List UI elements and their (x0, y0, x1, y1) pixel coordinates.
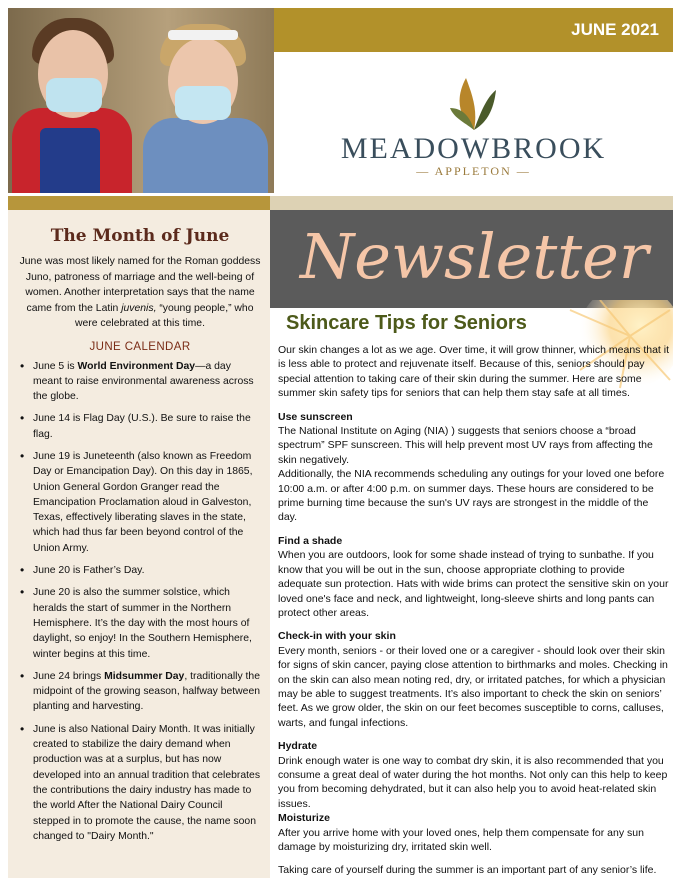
section-paragraph: After you arrive home with your loved ones, help them compensate for any sun damage by moisturizing dry, irritated skin well. (278, 826, 644, 853)
article (278, 312, 670, 878)
section-heading: Find a shade (278, 534, 343, 547)
newsletter-banner (270, 210, 673, 308)
brand-location: — APPLETON — (416, 164, 531, 178)
section-heading: Moisturize (278, 812, 330, 825)
section-heading: Hydrate (278, 740, 318, 753)
article-intro: Our skin changes a lot as we age. Over time, it will grow thinner, which means that it is less able to protect and rejuvenate itself. Because of this, seniors should pay special attention to taking care of their skin during the summer. Here are some summer skin safety tips for seniors that can help them stay safe at all times. (278, 344, 670, 400)
newsletter-title: Newsletter (300, 220, 649, 293)
sidebar (8, 210, 270, 878)
section-paragraph: The National Institute on Aging (NIA) ) suggests that seniors choose a “broad spectrum” SPF sunscreen. This will help prevent most UV rays from affecting the skin negatively. (278, 425, 653, 466)
section-paragraph: Every month, seniors - or their loved one or a caregiver - should look over their skin for signs of skin cancer, paying close attention to birthmarks and moles. Checking in on the skin can also mean noting red, dry, or irritated patches, for which a physician may be able to suggest treatments. It’s also important to check the skin on seniors’ feet. As we grow older, the skin on our feet becomes susceptible to corns, calluses, warts, and fungal infections. (278, 644, 668, 729)
logo (274, 52, 673, 193)
calendar-item: • June 5 is World Environment Day—a day meant to raise environmental awareness across the globe. (18, 359, 262, 405)
staff-photo (8, 8, 274, 193)
issue-date: JUNE 2021 (571, 20, 659, 39)
section-paragraph: When you are outdoors, look for some shade instead of trying to sunbathe. If you know that you will be out in the sun, choose appropriate clothing to provide adequate sun protection. Hats with wide brims can protect the sensitive skin on your loved one's face and neck, and lightweight, long-sleeve shirts and long pants can protect other areas. (278, 549, 669, 619)
section-heading: Use sunscreen (278, 410, 353, 423)
calendar-list (18, 359, 262, 845)
calendar-item: • June 24 brings Midsummer Day, traditionally the midpoint of the growing season, halfway between planting and harvesting. (18, 669, 262, 715)
calendar-item: • June 20 is also the summer solstice, which heralds the start of summer in the Northern Hemisphere. It’s the day with the most hours of daylight, so enjoy! In the Southern Hemisphere, winter begins at this time. (18, 585, 262, 661)
divider-strip-left (8, 196, 270, 210)
leaf-logo-icon (450, 74, 498, 132)
calendar-title: JUNE CALENDAR (89, 340, 191, 353)
article-title: Skincare Tips for Seniors (286, 312, 527, 334)
section-heading: Check-in with your skin (278, 630, 396, 643)
divider-strip-right (270, 196, 673, 210)
sidebar-title: The Month of June (50, 226, 230, 246)
calendar-item: • June 20 is Father’s Day. (18, 563, 262, 578)
calendar-item: • June is also National Dairy Month. It was initially created to stabilize the dairy demand when production was at a surplus, but has now developed into an annual tradition that celebrates the contributions the dairy industry has made to the world After the National Dairy Council stepped in to promote the cause, the name soon changed to "Dairy Month." (18, 722, 262, 844)
brand-name: MEADOWBROOK (340, 132, 607, 165)
sidebar-intro: June was most likely named for the Roman goddess Juno, patroness of marriage and the well-being of women. Another interpretation says that the name came from the Latin juvenis, “young people,” who were celebrated at this time. (19, 256, 261, 329)
article-closing: Taking care of yourself during the summer is an important part of any senior’s life. (278, 864, 657, 877)
calendar-item: • June 19 is Juneteenth (also known as Freedom Day or Emancipation Day). On this day in 1865, Union General Gordon Granger read the Emancipation Proclamation aloud in Galveston, Texas, effectively liberating slaves in the state, which had thus far been beyond control of the Union Army. (18, 449, 262, 556)
date-banner (274, 8, 673, 52)
section-paragraph: Drink enough water is one way to combat dry skin, it is also recommended that you consume a great deal of water during the hot months. Not only can this help to keep you from becoming dehydrated, but it can also help you to avoid heat-related skin issues. (278, 754, 668, 810)
calendar-item: • June 14 is Flag Day (U.S.). Be sure to raise the flag. (18, 411, 262, 442)
section-paragraph: Additionally, the NIA recommends scheduling any outings for your loved one before 10:00 a.m. or after 4:00 p.m. on summer days. These hours are considered to be prime burning time because the sun's UV rays are strongest in the middle of the day. (278, 468, 665, 524)
